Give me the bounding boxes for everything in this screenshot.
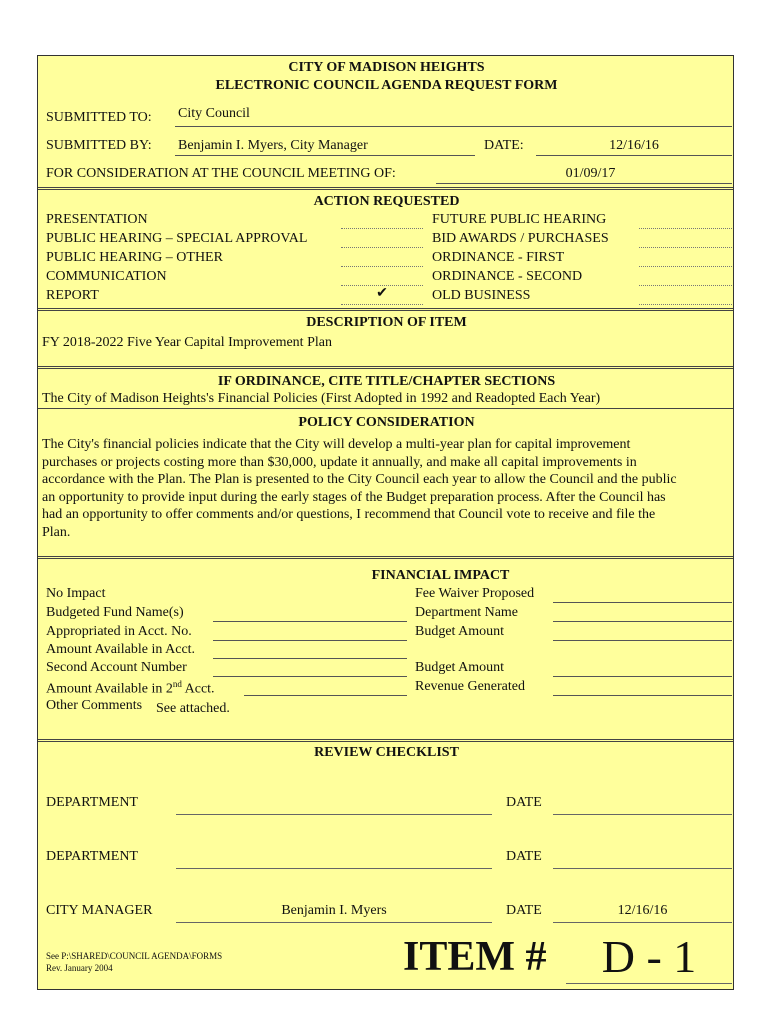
budget-amount-second-label: Budget Amount [415,660,505,675]
budget-amount-label: Budget Amount [415,624,505,639]
action-bid-awards-line[interactable] [639,247,732,248]
review-checklist-title: REVIEW CHECKLIST [314,745,459,760]
action-old-business-line[interactable] [639,304,732,305]
review-city-manager-date-line [553,922,732,923]
submitted-by-label: SUBMITTED BY: [46,138,152,153]
action-bid-awards-label: BID AWARDS / PURCHASES [432,231,609,246]
action-old-business-label: OLD BUSINESS [432,288,531,303]
ordinance-title: IF ORDINANCE, CITE TITLE/CHAPTER SECTIONS [217,374,556,389]
action-ordinance-second-label: ORDINANCE - SECOND [432,269,583,284]
meeting-label: FOR CONSIDERATION AT THE COUNCIL MEETING OF: [46,166,396,181]
other-comments-label: Other Comments [46,698,143,713]
form-title: ELECTRONIC COUNCIL AGENDA REQUEST FORM [215,78,558,93]
description-text[interactable]: FY 2018-2022 Five Year Capital Improvement Plan [42,335,332,350]
review-department-date-label: DATE [506,795,542,810]
action-public-hearing-special-label: PUBLIC HEARING – SPECIAL APPROVAL [46,231,308,246]
review-department-signature[interactable] [176,814,492,815]
department-name-label: Department Name [415,605,519,620]
second-account-field[interactable] [213,676,407,677]
budgeted-fund-field[interactable] [213,621,407,622]
action-report-line[interactable] [341,304,423,305]
budget-amount-second-field[interactable] [553,676,732,677]
section-divider [38,187,733,190]
footer-revision: Rev. January 2004 [46,963,113,973]
section-divider [38,366,733,369]
review-department-signature[interactable] [176,868,492,869]
section-divider [38,739,733,742]
review-department-date-field[interactable] [553,814,732,815]
item-number-underline [566,983,732,984]
revenue-generated-label: Revenue Generated [415,679,525,694]
financial-impact-title: FINANCIAL IMPACT [371,568,510,583]
action-report-check-icon[interactable]: ✔ [376,286,388,301]
amount-available-field[interactable] [213,658,407,659]
meeting-underline [436,183,732,184]
budgeted-fund-label: Budgeted Fund Name(s) [46,605,184,620]
item-number-label: ITEM # [403,934,547,980]
review-department-date-field[interactable] [553,868,732,869]
action-ordinance-second-line[interactable] [639,285,732,286]
review-department-label: DEPARTMENT [46,849,138,864]
amount-available-second-field[interactable] [244,695,407,696]
section-divider [38,556,733,559]
submitted-to-label: SUBMITTED TO: [46,110,152,125]
revenue-generated-field[interactable] [553,695,732,696]
review-city-manager-signature-line [176,922,492,923]
action-communication-label: COMMUNICATION [46,269,167,284]
policy-title: POLICY CONSIDERATION [298,415,475,430]
submitted-by-underline [175,155,475,156]
action-future-public-hearing-label: FUTURE PUBLIC HEARING [432,212,607,227]
policy-line: purchases or projects costing more than $30,000, update it annually, and make all capital improvements in [42,455,637,470]
policy-line: Plan. [42,525,71,540]
review-department-date-label: DATE [506,849,542,864]
form-title-city: CITY OF MADISON HEIGHTS [288,60,485,75]
action-presentation-line[interactable] [341,228,423,229]
item-number-value[interactable]: D - 1 [601,931,697,982]
date-value[interactable]: 12/16/16 [609,138,659,153]
date-underline [536,155,732,156]
action-public-hearing-other-line[interactable] [341,266,423,267]
review-city-manager-label: CITY MANAGER [46,903,153,918]
section-divider [38,308,733,311]
action-ordinance-first-line[interactable] [639,266,732,267]
budget-amount-field[interactable] [553,640,732,641]
action-report-label: REPORT [46,288,99,303]
action-ordinance-first-label: ORDINANCE - FIRST [432,250,565,265]
policy-line: an opportunity to provide input during the early stages of the Budget preparation process. After the Council has [42,490,666,505]
review-city-manager-date-label: DATE [506,903,542,918]
review-city-manager-name[interactable]: Benjamin I. Myers [281,903,387,918]
fee-waiver-label: Fee Waiver Proposed [415,586,535,601]
second-account-label: Second Account Number [46,660,187,675]
meeting-date-value[interactable]: 01/09/17 [565,166,616,181]
other-comments-value[interactable]: See attached. [156,701,230,716]
policy-line: accordance with the Plan. The Plan is presented to the City Council each year to allow the Council and the public [42,472,677,487]
action-future-public-hearing-line[interactable] [639,228,732,229]
description-title: DESCRIPTION OF ITEM [306,315,467,330]
submitted-to-value[interactable]: City Council [178,106,250,121]
action-public-hearing-other-label: PUBLIC HEARING – OTHER [46,250,223,265]
action-presentation-label: PRESENTATION [46,212,148,227]
fee-waiver-field[interactable] [553,602,732,603]
appropriated-field[interactable] [213,640,407,641]
agenda-request-form [37,55,734,990]
appropriated-label: Appropriated in Acct. No. [46,624,192,639]
no-impact-label: No Impact [46,586,106,601]
review-department-label: DEPARTMENT [46,795,138,810]
footer-path: See P:\SHARED\COUNCIL AGENDA\FORMS [46,951,223,961]
amount-available-label: Amount Available in Acct. [46,642,196,657]
review-city-manager-date-value[interactable]: 12/16/16 [617,903,668,918]
department-name-field[interactable] [553,621,732,622]
submitted-to-underline [175,126,732,127]
section-divider [38,408,733,409]
policy-line: had an opportunity to offer comments and/or questions, I recommend that Council vote to receive and file the [42,507,656,522]
action-requested-title: ACTION REQUESTED [313,194,460,209]
amount-available-second-label: Amount Available in 2nd Acct. [46,679,215,697]
action-public-hearing-special-line[interactable] [341,247,423,248]
ordinance-text[interactable]: The City of Madison Heights's Financial Policies (First Adopted in 1992 and Readopted Each Year) [42,391,601,406]
date-label: DATE: [484,138,524,153]
submitted-by-value[interactable]: Benjamin I. Myers, City Manager [178,138,368,153]
policy-line: The City's financial policies indicate that the City will develop a multi-year plan for capital improvement [42,437,631,452]
